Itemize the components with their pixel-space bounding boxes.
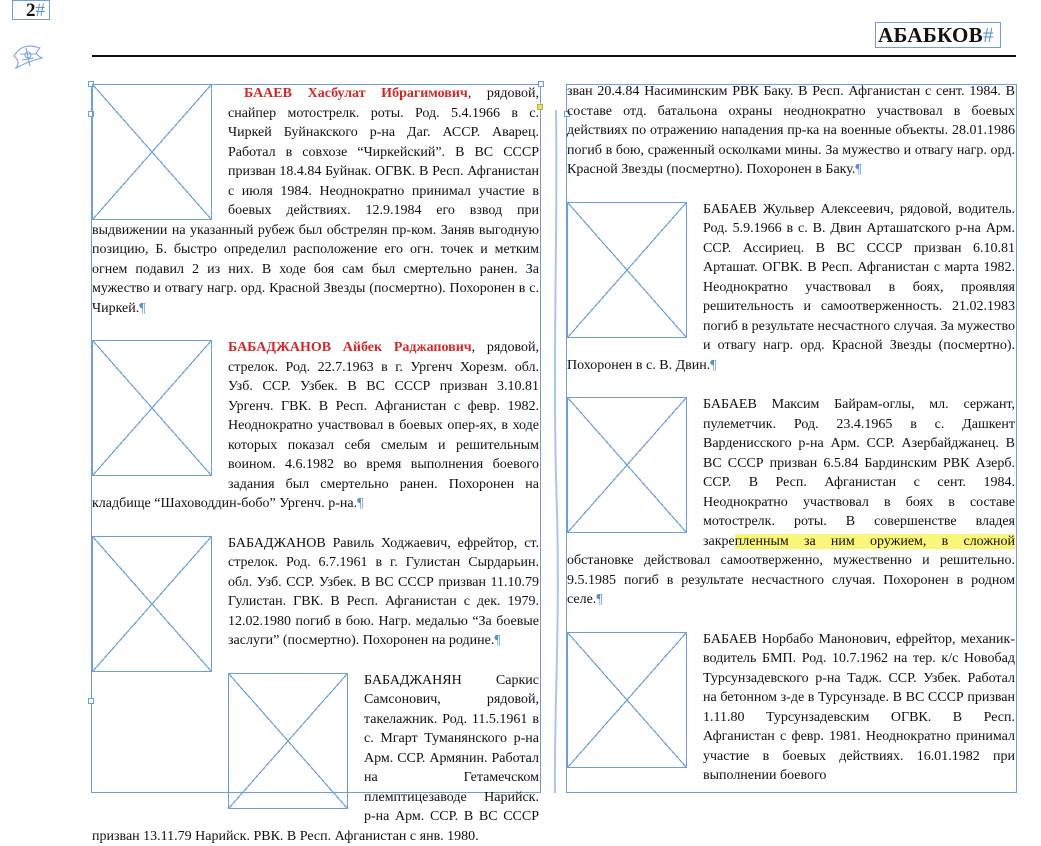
pilcrow-mark: ¶: [139, 301, 145, 316]
pilcrow-mark: ¶: [357, 496, 363, 511]
photo-placeholder[interactable]: [92, 340, 212, 476]
entry-text: , рядовой, снайпер мотострелк. роты. Род. 5.4.1966 в с. Чиркей Буйнакского р-на Даг. АССР. Аварец. Работал в совхозе “Чиркейский”. В ВС СССР призван 18.4.84 Буйнак. ОГВК. В Респ. Афганистан с июля 1984. Неоднократно принимал участие в боевых действиях. 12.9.1984 его взвод при выдвижении на указанный рубеж был обстрелян пр-ком. Заняв выгодную позицию, Б. быстро определил расположение его огн. точек и метким огнем подавил 2 из них. В ходе боя сам был смертельно ранен. За мужество и отвагу нагр. орд. Красной Звезды (посмертно). Похоронен в с. Чиркей.: [92, 86, 539, 316]
entry-babaev-maksim: [567, 395, 1015, 610]
entry-text: БАБАЕВ Максим Байрам-оглы, мл. сержант, пулеметчик. Род. 23.4.1965 в с. Дашкент Варденисского р-на Арм. ССР. Азербайджанец. В ВС СССР призван 6.5.84 Бардинским РВК Азерб. ССР. В Респ. Афганистан с сент. 1984. Неоднократно участвовал в боях в составе мотострелк. роты. В совершенстве владея закре: [703, 397, 1015, 549]
photo-placeholder[interactable]: [92, 84, 212, 220]
photo-placeholder[interactable]: [567, 202, 687, 338]
left-column: [92, 84, 539, 846]
page-number: 2#: [12, 0, 50, 20]
entry-name: БААЕВ Хасбулат Ибрагимович: [244, 86, 468, 101]
text-thread-line: [548, 110, 564, 793]
emblem-icon: [10, 38, 46, 72]
surname-heading: АБАБКОВ#: [875, 22, 1001, 48]
header-rule: [92, 55, 1016, 57]
entry-babadzhanov-ravil: [92, 534, 539, 651]
pilcrow-mark: ¶: [710, 358, 716, 373]
entry-text: БАБАЕВ Норбабо Манонович, ефрейтор, механик-водитель БМП. Род. 10.7.1962 на тер. к/с Новобад Турсунзадевского р-на Тадж. ССР. Узбек. Работал на бетонном з-де в Турсунзаде. В ВС СССР призван 1.11.80 Турсунзадевским ОГВК. В Респ. Афганистан с февр. 1981. Неоднократно принимал участие в боевых действиях. 16.01.1982 при выполнении боевого: [703, 632, 1015, 784]
pilcrow-mark: ¶: [855, 162, 861, 177]
pilcrow-mark: ¶: [494, 633, 500, 648]
entry-name: БАБАДЖАНОВ Айбек Раджапович: [228, 340, 472, 355]
entry-text: БАБАДЖАНОВ Равиль Ходжаевич, ефрейтор, ст. стрелок. Род. 6.7.1961 в г. Гулистан Сырдарьин. обл. Узб. ССР. Узбек. В ВС СССР призван 11.10.79 Гулистан. ГВК. В Респ. Афганистан с дек. 1979. 12.02.1980 погиб в бою. Нагр. медалью “За боевые заслуги” (посмертно). Похоронен на родине.: [228, 536, 539, 649]
entry-babadzhanov-aybek: [92, 338, 539, 514]
entry-text: БАБАДЖАНЯН Саркис Самсонович, рядовой, такелажник. Род. 11.5.1961 в с. Мгарт Туманянского р-на Арм. ССР. Армянин. Работал на Гетамечском племптицезаводе Нарийск. р-на Арм. ССР. В ВС СССР призван 13.11.79 Нарийск. РВК. В Респ. Афганистан с янв. 1980.: [92, 673, 539, 844]
entry-babaev-zhulver: [567, 200, 1015, 376]
photo-placeholder[interactable]: [567, 397, 687, 533]
photo-placeholder[interactable]: [567, 632, 687, 768]
entry-text: зван 20.4.84 Насиминским РВК Баку. В Респ. Афганистан с сент. 1984. В составе отд. батальона охраны неоднократно участвовал в боевых действиях по отражению нападения пр-ка на военные объекты. 28.01.1986 погиб в бою, сраженный осколками мины. За мужество и отвагу нагр. орд. Красной Звезды (посмертно). Похоронен в Баку.: [567, 84, 1015, 177]
highlighted-text: пленным за ним оружием, в сложной: [735, 534, 1015, 549]
photo-placeholder[interactable]: [92, 536, 212, 672]
hash-mark: #: [36, 0, 46, 21]
entry-babaev-norbabo: [567, 630, 1015, 786]
right-column: [567, 82, 1015, 786]
entry-continuation: [567, 82, 1015, 180]
entry-text: , рядовой, стрелок. Род. 22.7.1963 в г. Ургенч Хорезм. обл. Узб. ССР. Узбек. В ВС СССР призван 3.10.81 Ургенч. ГВК. В Респ. Афганистан с февр. 1982. Неоднократно участвовал в боевых опер-ях, в ходе которых показал себя смелым и решительным воином. 4.6.1982 во время выполнения боевого задания был смертельно ранен. Похоронен на кладбище “Шаховоддин-бобо” Ургенч. р-на.: [92, 340, 539, 511]
entry-text: БАБАЕВ Жульвер Алексеевич, рядовой, водитель. Род. 5.9.1966 в с. В. Двин Арташатского р-на Арм. ССР. Ассириец. В ВС СССР призван 6.10.81 Арташат. ОГВК. В Респ. Афганистан с марта 1982. Неоднократно участвовал в боях, проявляя решительность и самоотверженность. 21.02.1983 погиб в результате несчастного случая. За мужество и отвагу нагр. орд. Красной Звезды (посмертно). Похоронен в с. В. Двин.: [567, 202, 1015, 373]
entry-baaev: [92, 84, 539, 318]
entry-babadzhanyan: [92, 671, 539, 846]
hash-mark: #: [983, 23, 994, 47]
entry-text: обстановке действовал самоотверженно, мужественно и решительно. 9.5.1985 погиб в результате несчастного случая. Похоронен в родном селе.: [567, 553, 1015, 607]
pilcrow-mark: ¶: [596, 592, 602, 607]
photo-placeholder[interactable]: [228, 673, 348, 809]
